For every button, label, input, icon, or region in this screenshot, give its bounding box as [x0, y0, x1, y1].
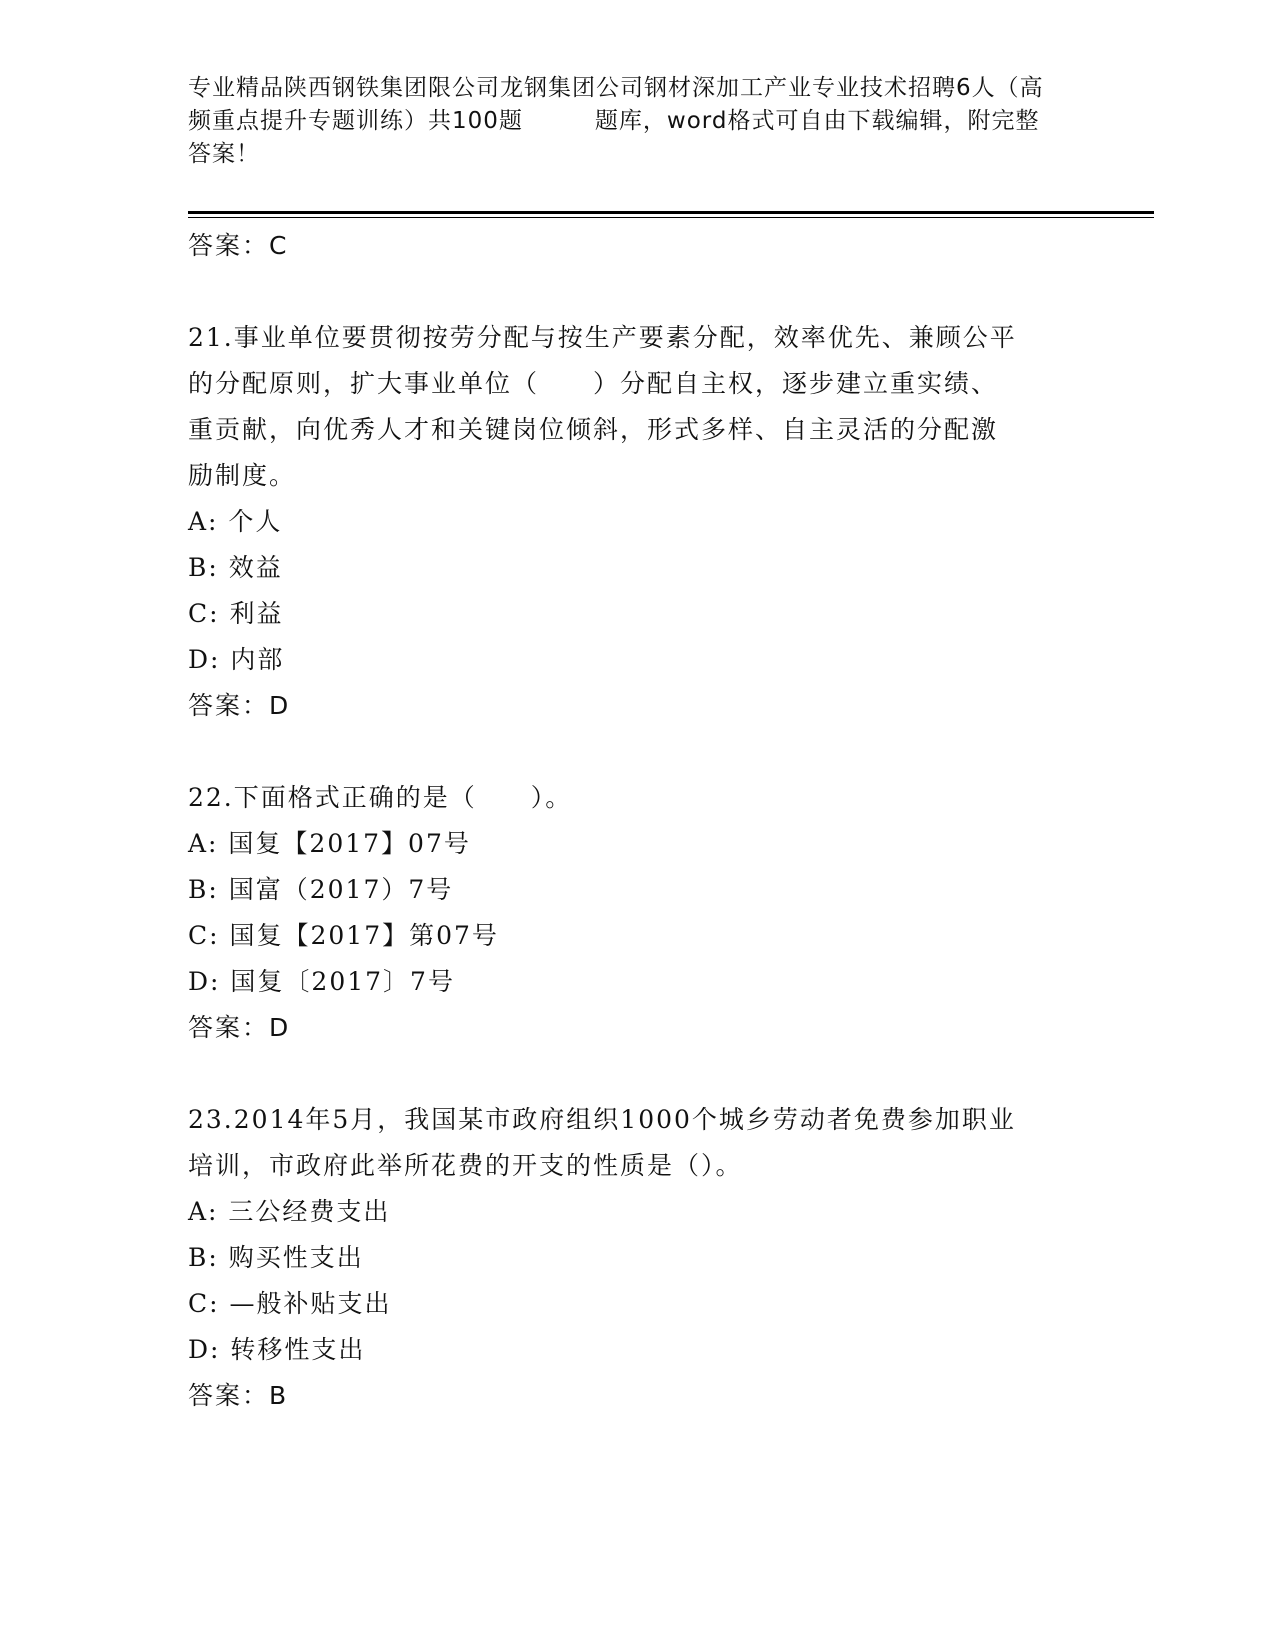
- question-stem-line: 培训，市政府此举所花费的开支的性质是（）。: [188, 1151, 743, 1180]
- question-content: [188, 223, 1088, 1419]
- option-b: B: 国富（2017）7号: [188, 875, 454, 904]
- question-stem-line: 22.下面格式正确的是（ ）。: [188, 783, 573, 812]
- question-stem-line: 的分配原则，扩大事业单位（ ）分配自主权，逐步建立重实绩、: [188, 369, 999, 398]
- question-23: [188, 1097, 1088, 1419]
- answer: 答案：D: [188, 1013, 291, 1042]
- option-c: C: 利益: [188, 599, 284, 628]
- option-d: D: 国复〔2017〕7号: [188, 967, 455, 996]
- option-d: D: 转移性支出: [188, 1335, 366, 1364]
- question-stem-line: 重贡献，向优秀人才和关键岗位倾斜，形式多样、自主灵活的分配激: [188, 415, 999, 444]
- spacer: [188, 269, 1088, 315]
- header-line-1: 专业精品陕西钢铁集团限公司龙钢集团公司钢材深加工产业专业技术招聘6人（高: [188, 75, 1044, 101]
- header-rule-thick: [188, 211, 1154, 214]
- spacer: [188, 1051, 1088, 1097]
- question-stem-line: 21.事业单位要贯彻按劳分配与按生产要素分配，效率优先、兼顾公平: [188, 323, 1017, 352]
- question-stem-line: 励制度。: [188, 461, 297, 490]
- option-a: A: 个人: [188, 507, 283, 536]
- header-line-2-part-1: 频重点提升专题训练）共100题: [188, 108, 523, 134]
- header-line-2-part-2: 题库，word格式可自由下载编辑，附完整: [594, 108, 1040, 134]
- option-b: B: 效益: [188, 553, 283, 582]
- option-c: C: —般补贴支出: [188, 1289, 392, 1318]
- question-21: [188, 315, 1088, 729]
- option-a: A: 国复【2017】07号: [188, 829, 471, 858]
- header-rule-thin: [188, 217, 1154, 218]
- question-22: [188, 775, 1088, 1051]
- option-a: A: 三公经费支出: [188, 1197, 391, 1226]
- answer: 答案：B: [188, 1381, 289, 1410]
- previous-answer: 答案：C: [188, 231, 289, 260]
- spacer: [188, 729, 1088, 775]
- header-line-3: 答案！: [188, 141, 260, 167]
- option-b: B: 购买性支出: [188, 1243, 364, 1272]
- option-c: C: 国复【2017】第07号: [188, 921, 499, 950]
- document-header: [188, 72, 1088, 171]
- header-line-2: [188, 105, 1088, 138]
- option-d: D: 内部: [188, 645, 285, 674]
- question-stem-line: 23.2014年5月，我国某市政府组织1000个城乡劳动者免费参加职业: [188, 1105, 1016, 1134]
- answer: 答案：D: [188, 691, 291, 720]
